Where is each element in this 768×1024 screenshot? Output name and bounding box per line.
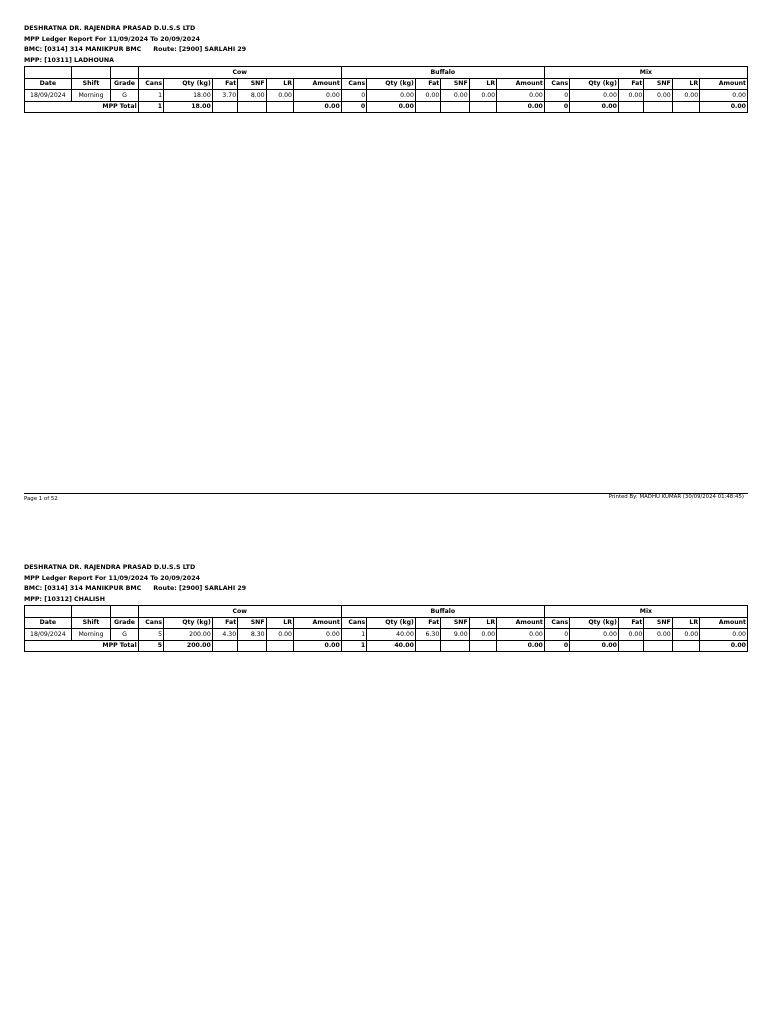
cell-mix-amount: 0.00 [700, 629, 748, 641]
table-row [25, 629, 748, 641]
group-header-row [25, 606, 748, 618]
ledger-table [24, 66, 748, 113]
cell-buffalo-cans: 0 [341, 90, 366, 102]
cell-cow-lr: 0.00 [266, 90, 293, 102]
col-lr: LR [266, 617, 293, 629]
col-amount: Amount [700, 617, 748, 629]
report-title: MPP Ledger Report For 11/09/2024 To 20/09/2024 [24, 574, 200, 582]
bmc-route-line [24, 45, 748, 56]
group-header-buffalo: Buffalo [341, 67, 544, 79]
cell-buffalo-qty: 40.00 [367, 629, 416, 641]
group-header-cow: Cow [138, 67, 341, 79]
cell-cow-fat: 4.30 [212, 629, 237, 641]
col-shift: Shift [71, 617, 111, 629]
cell-cow-fat: 3.70 [212, 90, 237, 102]
blank-header [71, 67, 111, 79]
col-lr: LR [469, 78, 496, 90]
col-fat: Fat [212, 617, 237, 629]
total-label: MPP Total [25, 101, 139, 113]
cell-mix-amount: 0.00 [700, 90, 748, 102]
total-buffalo-amount: 0.00 [497, 101, 545, 113]
col-cans: Cans [341, 617, 366, 629]
col-qty: Qty (kg) [164, 617, 213, 629]
total-cow-cans: 5 [138, 640, 163, 652]
cell-buffalo-fat: 6.30 [415, 629, 440, 641]
total-buffalo-snf-empty [441, 640, 469, 652]
total-buffalo-cans: 0 [341, 101, 366, 113]
route-label: Route: [2900] SARLAHI 29 [153, 585, 247, 592]
table-row [25, 90, 748, 102]
total-mix-lr-empty [672, 640, 699, 652]
cell-cow-snf: 8.00 [238, 90, 266, 102]
total-label: MPP Total [25, 640, 139, 652]
col-date: Date [25, 617, 72, 629]
col-fat: Fat [618, 617, 643, 629]
col-date: Date [25, 78, 72, 90]
cell-grade: G [111, 90, 138, 102]
blank-header [25, 606, 72, 618]
cell-cow-amount: 0.00 [294, 629, 342, 641]
col-grade: Grade [111, 78, 138, 90]
cell-shift: Morning [71, 90, 111, 102]
col-qty: Qty (kg) [570, 78, 619, 90]
col-amount: Amount [700, 78, 748, 90]
col-cans: Cans [544, 617, 569, 629]
total-cow-snf-empty [238, 101, 266, 113]
col-snf: SNF [238, 78, 266, 90]
cell-buffalo-snf: 0.00 [441, 90, 469, 102]
route-label: Route: [2900] SARLAHI 29 [153, 46, 247, 53]
col-lr: LR [469, 617, 496, 629]
col-cans: Cans [138, 78, 163, 90]
col-cans: Cans [544, 78, 569, 90]
total-mix-fat-empty [618, 640, 643, 652]
total-cow-cans: 1 [138, 101, 163, 113]
page-footer [24, 493, 748, 504]
org-name: DESHRATNA DR. RAJENDRA PRASAD D.U.S.S LTD [24, 564, 196, 571]
cell-mix-qty: 0.00 [570, 629, 619, 641]
total-mix-cans: 0 [544, 640, 569, 652]
col-fat: Fat [415, 78, 440, 90]
cell-buffalo-amount: 0.00 [497, 90, 545, 102]
group-header-row [25, 67, 748, 79]
total-mix-snf-empty [644, 101, 672, 113]
cell-mix-fat: 0.00 [618, 90, 643, 102]
total-mix-amount: 0.00 [700, 640, 748, 652]
total-cow-qty: 18.00 [164, 101, 213, 113]
total-mix-qty: 0.00 [570, 640, 619, 652]
cell-buffalo-snf: 9.00 [441, 629, 469, 641]
total-buffalo-lr-empty [469, 640, 496, 652]
col-cans: Cans [138, 617, 163, 629]
cell-buffalo-qty: 0.00 [367, 90, 416, 102]
cell-buffalo-amount: 0.00 [497, 629, 545, 641]
total-buffalo-amount: 0.00 [497, 640, 545, 652]
cell-buffalo-cans: 1 [341, 629, 366, 641]
cell-date: 18/09/2024 [25, 90, 72, 102]
col-qty: Qty (kg) [367, 78, 416, 90]
cell-cow-snf: 8.30 [238, 629, 266, 641]
cell-mix-cans: 0 [544, 629, 569, 641]
col-qty: Qty (kg) [367, 617, 416, 629]
mpp-label: MPP: [10312] CHALISH [24, 595, 105, 603]
col-fat: Fat [212, 78, 237, 90]
total-buffalo-fat-empty [415, 101, 440, 113]
cell-shift: Morning [71, 629, 111, 641]
total-buffalo-qty: 40.00 [367, 640, 416, 652]
cell-cow-amount: 0.00 [294, 90, 342, 102]
total-cow-qty: 200.00 [164, 640, 213, 652]
cell-mix-lr: 0.00 [672, 90, 699, 102]
cell-buffalo-lr: 0.00 [469, 629, 496, 641]
total-cow-amount: 0.00 [294, 640, 342, 652]
total-mix-fat-empty [618, 101, 643, 113]
total-cow-lr-empty [266, 101, 293, 113]
col-shift: Shift [71, 78, 111, 90]
cell-cow-cans: 1 [138, 90, 163, 102]
col-snf: SNF [238, 617, 266, 629]
cell-cow-qty: 200.00 [164, 629, 213, 641]
col-snf: SNF [441, 617, 469, 629]
cell-buffalo-fat: 0.00 [415, 90, 440, 102]
total-cow-amount: 0.00 [294, 101, 342, 113]
col-snf: SNF [441, 78, 469, 90]
cell-mix-qty: 0.00 [570, 90, 619, 102]
total-mix-snf-empty [644, 640, 672, 652]
cell-mix-snf: 0.00 [644, 629, 672, 641]
total-cow-lr-empty [266, 640, 293, 652]
col-fat: Fat [415, 617, 440, 629]
total-mix-cans: 0 [544, 101, 569, 113]
ledger-table [24, 605, 748, 652]
total-cow-snf-empty [238, 640, 266, 652]
col-grade: Grade [111, 617, 138, 629]
group-header-cow: Cow [138, 606, 341, 618]
col-qty: Qty (kg) [164, 78, 213, 90]
total-row [25, 640, 748, 652]
total-buffalo-lr-empty [469, 101, 496, 113]
cell-mix-snf: 0.00 [644, 90, 672, 102]
blank-header [25, 67, 72, 79]
total-mix-lr-empty [672, 101, 699, 113]
group-header-mix: Mix [544, 67, 747, 79]
printed-by: Printed By: MADHU KUMAR (30/09/2024 01:48:45) [608, 494, 744, 500]
col-amount: Amount [294, 78, 342, 90]
total-mix-amount: 0.00 [700, 101, 748, 113]
bmc-label: BMC: [0314] 314 MANIKPUR BMC [24, 585, 142, 592]
column-header-row [25, 78, 748, 90]
col-lr: LR [266, 78, 293, 90]
total-row [25, 101, 748, 113]
cell-mix-fat: 0.00 [618, 629, 643, 641]
bmc-label: BMC: [0314] 314 MANIKPUR BMC [24, 46, 142, 53]
col-lr: LR [672, 617, 699, 629]
col-lr: LR [672, 78, 699, 90]
blank-header [71, 606, 111, 618]
col-snf: SNF [644, 78, 672, 90]
total-buffalo-qty: 0.00 [367, 101, 416, 113]
col-snf: SNF [644, 617, 672, 629]
total-cow-fat-empty [212, 101, 237, 113]
total-cow-fat-empty [212, 640, 237, 652]
cell-grade: G [111, 629, 138, 641]
cell-cow-cans: 5 [138, 629, 163, 641]
col-amount: Amount [294, 617, 342, 629]
report-section-ladhouna [24, 24, 748, 113]
cell-buffalo-lr: 0.00 [469, 90, 496, 102]
cell-mix-lr: 0.00 [672, 629, 699, 641]
cell-cow-lr: 0.00 [266, 629, 293, 641]
col-qty: Qty (kg) [570, 617, 619, 629]
total-buffalo-cans: 1 [341, 640, 366, 652]
col-fat: Fat [618, 78, 643, 90]
report-title: MPP Ledger Report For 11/09/2024 To 20/09/2024 [24, 35, 200, 43]
col-cans: Cans [341, 78, 366, 90]
total-buffalo-fat-empty [415, 640, 440, 652]
org-name: DESHRATNA DR. RAJENDRA PRASAD D.U.S.S LTD [24, 25, 196, 32]
bmc-route-line [24, 584, 748, 595]
group-header-buffalo: Buffalo [341, 606, 544, 618]
report-section-chalish [24, 563, 748, 652]
blank-header [111, 67, 138, 79]
cell-date: 18/09/2024 [25, 629, 72, 641]
col-amount: Amount [497, 617, 545, 629]
cell-mix-cans: 0 [544, 90, 569, 102]
page-number: Page 1 of 52 [24, 496, 58, 502]
col-amount: Amount [497, 78, 545, 90]
total-buffalo-snf-empty [441, 101, 469, 113]
column-header-row [25, 617, 748, 629]
total-mix-qty: 0.00 [570, 101, 619, 113]
mpp-label: MPP: [10311] LADHOUNA [24, 56, 115, 64]
cell-cow-qty: 18.00 [164, 90, 213, 102]
group-header-mix: Mix [544, 606, 747, 618]
blank-header [111, 606, 138, 618]
